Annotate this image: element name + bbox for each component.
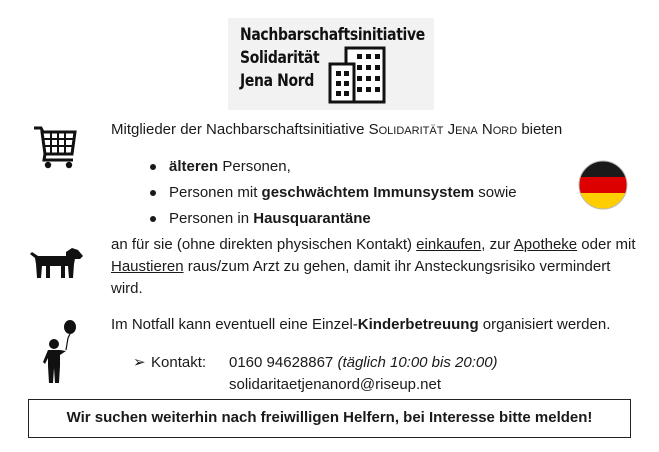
intro-suffix: bieten bbox=[517, 121, 563, 138]
contact-phone-line bbox=[229, 352, 498, 374]
list-item bbox=[150, 154, 517, 180]
help-t3: oder mit bbox=[577, 236, 636, 253]
help-haustieren: Haustieren bbox=[111, 258, 184, 275]
org-name: Solidarität Jena Nord bbox=[368, 121, 518, 138]
contact-phone[interactable]: 0160 94628867 bbox=[229, 354, 334, 371]
child-balloon-icon bbox=[40, 320, 80, 384]
notfall-pre: Im Notfall kann eventuell eine Einzel- bbox=[111, 316, 358, 333]
help-einkaufen: einkaufen bbox=[416, 236, 482, 253]
list-item bbox=[150, 180, 517, 206]
dog-icon bbox=[28, 244, 84, 280]
building-icon bbox=[328, 46, 390, 104]
german-flag-icon bbox=[578, 160, 628, 210]
list-item-pre: Personen mit bbox=[169, 184, 262, 201]
list-item-bold: Hausquarantäne bbox=[253, 210, 371, 227]
help-t1: an für sie (ohne direkten physischen Kontakt) bbox=[111, 236, 417, 253]
logo bbox=[228, 18, 434, 110]
contact-values bbox=[229, 352, 498, 396]
logo-line-1: Nachbarschaftsinitiative bbox=[240, 25, 425, 45]
volunteer-banner: Wir suchen weiterhin nach freiwilligen Helfern, bei Interesse bitte melden! bbox=[28, 399, 631, 438]
notfall-rest: organisiert werden. bbox=[478, 316, 611, 333]
contact-label: Kontakt: bbox=[151, 354, 207, 371]
intro-prefix: Mitglieder der Nachbarschaftsinitiative bbox=[111, 121, 369, 138]
help-t4: raus/zum Arzt zu gehen, damit ihr Ansteckungsrisiko vermindert wird. bbox=[111, 258, 611, 297]
intro-text bbox=[111, 119, 641, 141]
notfall-bold: Kinderbetreuung bbox=[357, 316, 479, 333]
help-text bbox=[111, 234, 641, 300]
list-item-bold: älteren bbox=[169, 158, 219, 175]
logo-line-3: Jena Nord bbox=[240, 71, 314, 91]
list-item-bold: geschwächtem Immunsystem bbox=[261, 184, 475, 201]
shopping-cart-icon bbox=[32, 124, 78, 170]
help-apotheke: Apotheke bbox=[513, 236, 578, 253]
help-t2: , zur bbox=[481, 236, 514, 253]
list-item-rest: sowie bbox=[474, 184, 517, 201]
arrow-bullet-icon: ➢ bbox=[133, 354, 146, 371]
notfall-text bbox=[111, 314, 641, 336]
list-item-rest: Personen, bbox=[218, 158, 291, 175]
target-groups-list bbox=[150, 154, 517, 232]
list-item bbox=[150, 206, 517, 232]
list-item-pre: Personen in bbox=[169, 210, 254, 227]
contact-hours: (täglich 10:00 bis 20:00) bbox=[337, 354, 498, 371]
logo-line-2: Solidarität bbox=[240, 48, 320, 68]
contact-email[interactable]: solidaritaetjenanord@riseup.net bbox=[229, 376, 442, 393]
